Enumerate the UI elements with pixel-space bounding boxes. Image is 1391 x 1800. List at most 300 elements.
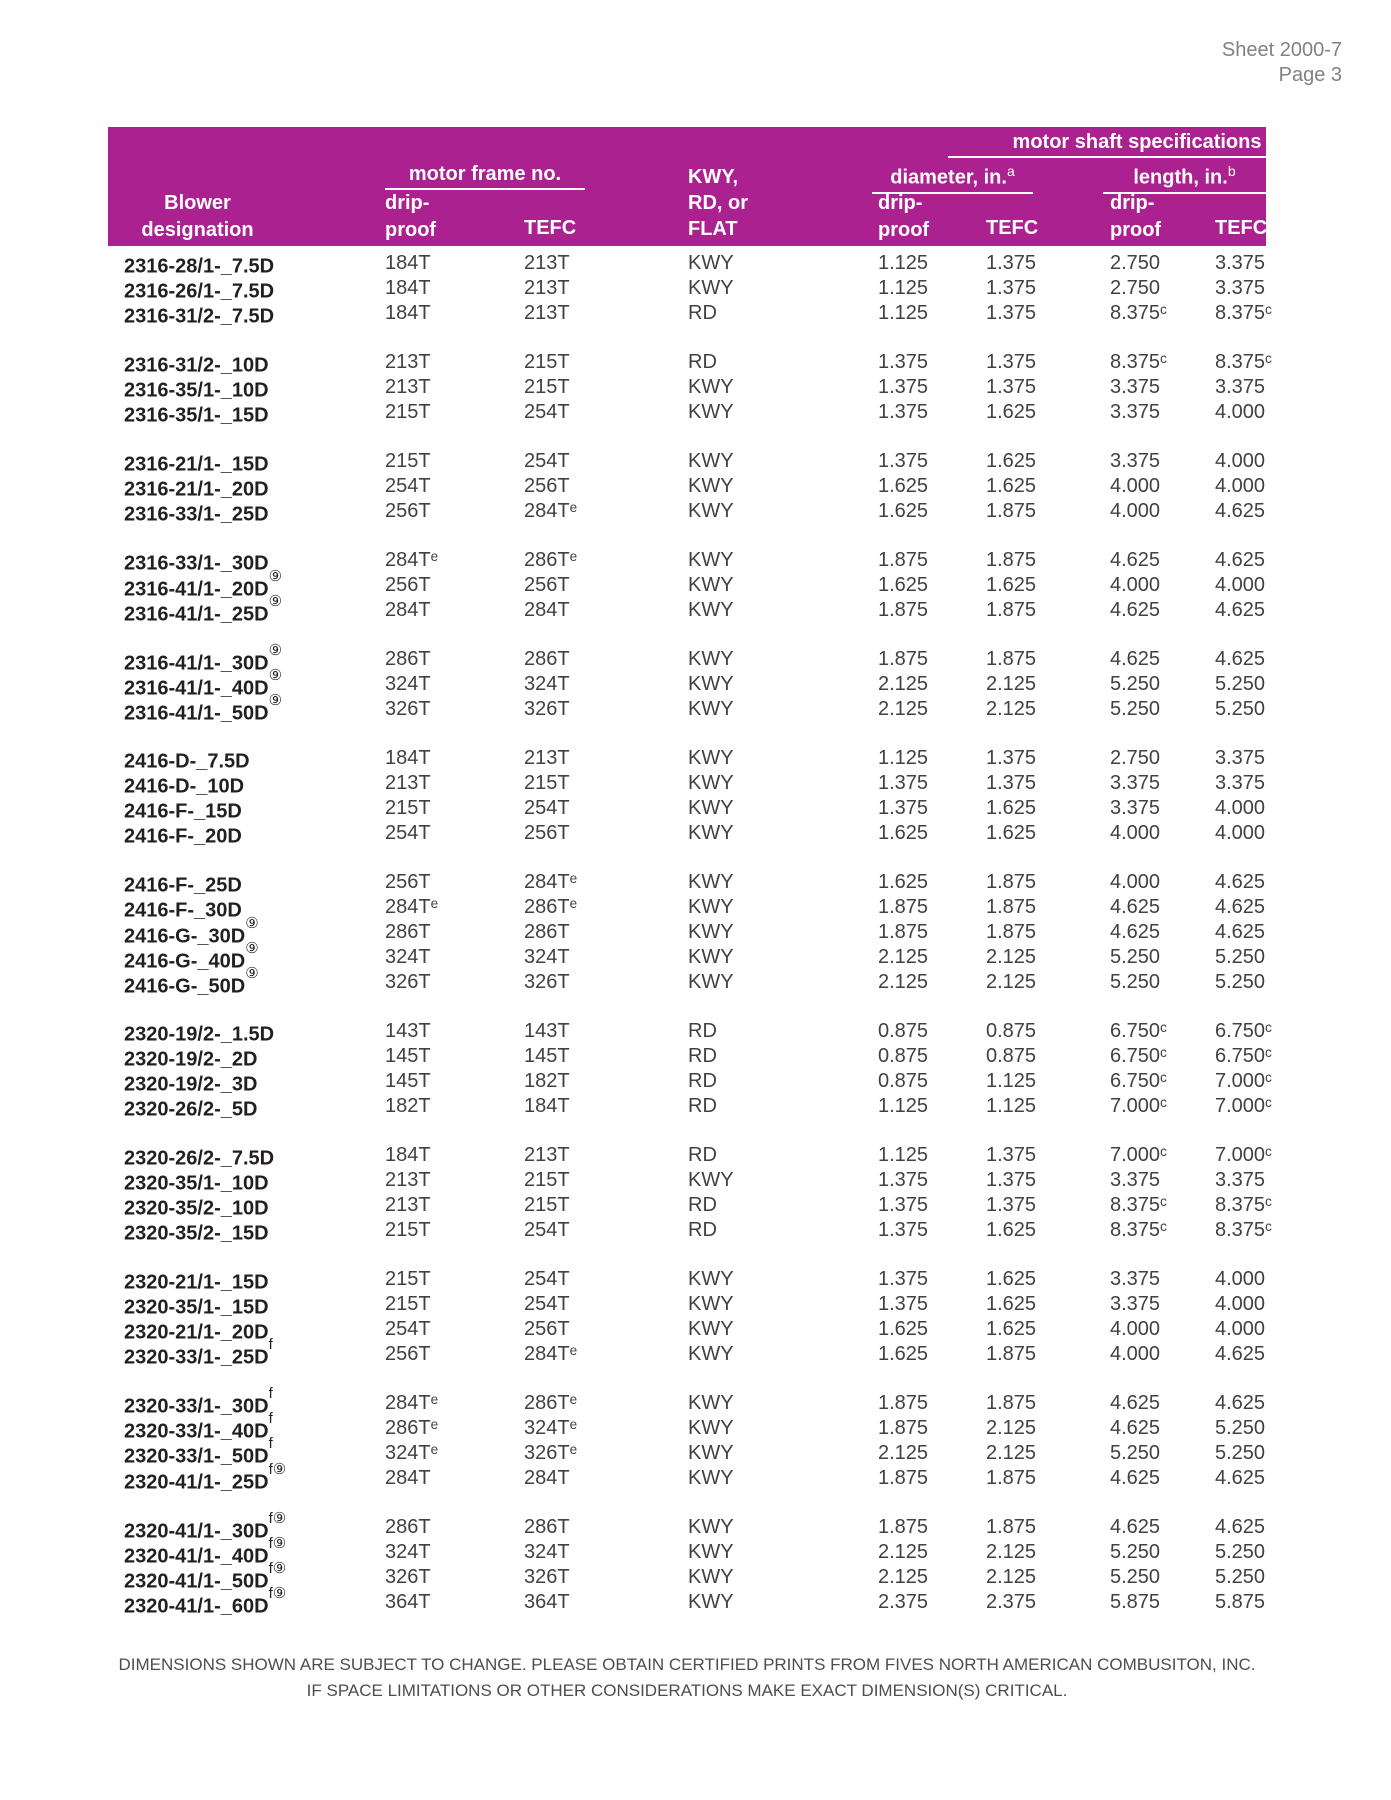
cell-frame-dripproof: 215T: [385, 1293, 431, 1315]
cell-diameter-dripproof: 1.375: [878, 401, 929, 423]
blower-designation: $2320-33/1-\_30D^f$: [124, 1385, 273, 1418]
table-row: [0, 593, 1391, 626]
table-row: [0, 1169, 1391, 1194]
cell-length-tefc: 4.000: [1215, 574, 1266, 596]
cell-key-type: RD: [688, 1045, 717, 1067]
row-group: [0, 642, 1391, 725]
cell-frame-dripproof: 326T: [385, 698, 431, 720]
cell-key-type: KWY: [688, 648, 734, 670]
cell-diameter-tefc: 1.875: [986, 1343, 1037, 1365]
cell-length-tefc: 3.375: [1215, 376, 1266, 398]
designation-footnote: ⑨: [245, 940, 259, 957]
cell-length-dripproof: 5.250: [1110, 971, 1161, 993]
table-row: [0, 667, 1391, 700]
cell-key-type: KWY: [688, 475, 734, 497]
cell-diameter-tefc: 1.375: [986, 252, 1037, 274]
blower-designation: 2416-F-_25D: [124, 874, 242, 897]
cell-length-dripproof: 4.625: [1110, 1417, 1161, 1439]
cell-frame-tefc: 256T: [524, 574, 570, 596]
cell-diameter-dripproof: 0.875: [878, 1070, 929, 1092]
header-kwy-line2: RD, or: [688, 192, 748, 214]
cell-frame-dripproof: 284Tᵉ: [385, 549, 439, 571]
cell-frame-dripproof: 213T: [385, 1194, 431, 1216]
cell-diameter-tefc: 1.625: [986, 822, 1037, 844]
table-row: [0, 568, 1391, 601]
cell-diameter-dripproof: 1.125: [878, 1144, 929, 1166]
cell-length-dripproof: 5.250: [1110, 1442, 1161, 1464]
cell-diameter-tefc: 1.375: [986, 277, 1037, 299]
table-row: [0, 1560, 1391, 1593]
cell-frame-tefc: 182T: [524, 1070, 570, 1092]
cell-frame-dripproof: 254T: [385, 1318, 431, 1340]
cell-diameter-dripproof: 1.875: [878, 599, 929, 621]
blower-designation: 2316-33/1-_30D: [124, 552, 269, 575]
cell-frame-dripproof: 284Tᵉ: [385, 896, 439, 918]
blower-designation: 2320-26/2-_5D: [124, 1098, 258, 1121]
cell-frame-dripproof: 215T: [385, 1268, 431, 1290]
designation-footnote: ⑨: [245, 965, 259, 982]
blower-designation: $2320-41/1-\_40D^{f⑨}$: [124, 1535, 287, 1568]
table-row: [0, 747, 1391, 772]
cell-diameter-tefc: 0.875: [986, 1020, 1037, 1042]
cell-diameter-tefc: 2.125: [986, 1541, 1037, 1563]
cell-length-tefc: 8.375ᶜ: [1215, 351, 1273, 373]
blower-designation: 2416-G-_30D⑨: [124, 915, 259, 948]
cell-diameter-tefc: 1.625: [986, 475, 1037, 497]
cell-frame-tefc: 284T: [524, 599, 570, 621]
blower-designation: $2320-33/1-\_50D^f$: [124, 1435, 273, 1468]
cell-diameter-tefc: 2.125: [986, 1417, 1037, 1439]
cell-frame-tefc: 324Tᵉ: [524, 1417, 578, 1439]
cell-diameter-tefc: 1.375: [986, 302, 1037, 324]
cell-length-dripproof: 4.625: [1110, 648, 1161, 670]
cell-frame-dripproof: 182T: [385, 1095, 431, 1117]
designation-footnote: f⑨: [268, 1535, 287, 1552]
row-group: [0, 1268, 1391, 1368]
cell-diameter-tefc: 2.125: [986, 971, 1037, 993]
cell-diameter-dripproof: 2.375: [878, 1591, 929, 1613]
cell-frame-dripproof: 215T: [385, 450, 431, 472]
cell-key-type: KWY: [688, 1591, 734, 1613]
header-blower-line2: designation: [141, 219, 254, 241]
cell-length-dripproof: 3.375: [1110, 450, 1161, 472]
cell-length-dripproof: 3.375: [1110, 1293, 1161, 1315]
cell-frame-dripproof: 324Tᵉ: [385, 1442, 439, 1464]
cell-length-dripproof: 5.250: [1110, 1541, 1161, 1563]
sheet-number: Sheet 2000-7: [1221, 39, 1342, 61]
cell-key-type: KWY: [688, 1467, 734, 1489]
cell-diameter-tefc: 1.875: [986, 549, 1037, 571]
row-group: [0, 450, 1391, 525]
designation-footnote: ⑨: [268, 593, 283, 610]
cell-diameter-tefc: 1.125: [986, 1070, 1037, 1092]
cell-length-tefc: 4.000: [1215, 822, 1266, 844]
cell-frame-dripproof: 184T: [385, 747, 431, 769]
cell-key-type: KWY: [688, 747, 734, 769]
table-row: [0, 822, 1391, 847]
designation-footnote: f: [268, 1336, 273, 1353]
cell-key-type: KWY: [688, 252, 734, 274]
row-group: [0, 1510, 1391, 1618]
cell-diameter-tefc: 2.125: [986, 1566, 1037, 1588]
table-row: [0, 940, 1391, 973]
cell-frame-tefc: 215T: [524, 351, 570, 373]
cell-frame-tefc: 324T: [524, 1541, 570, 1563]
header-frame-tefc: TEFC: [524, 217, 577, 239]
cell-frame-tefc: 324T: [524, 673, 570, 695]
blower-designation: 2416-F-_20D: [124, 825, 242, 848]
cell-frame-tefc: 256T: [524, 1318, 570, 1340]
cell-diameter-tefc: 0.875: [986, 1045, 1037, 1067]
cell-frame-tefc: 286T: [524, 648, 570, 670]
table-body: [0, 252, 1391, 1616]
cell-frame-dripproof: 215T: [385, 1219, 431, 1241]
cell-length-dripproof: 5.250: [1110, 673, 1161, 695]
blower-designation: 2316-41/1-_25D⑨: [124, 593, 283, 626]
cell-diameter-dripproof: 1.375: [878, 797, 929, 819]
cell-length-tefc: 4.000: [1215, 1293, 1266, 1315]
cell-frame-dripproof: 256T: [385, 500, 431, 522]
cell-length-tefc: 7.000ᶜ: [1215, 1070, 1273, 1092]
cell-frame-tefc: 326T: [524, 971, 570, 993]
table-row: [0, 1535, 1391, 1568]
designation-footnote: ⑨: [268, 667, 283, 684]
table-row: [0, 549, 1391, 574]
cell-diameter-dripproof: 2.125: [878, 1566, 929, 1588]
table-row: [0, 376, 1391, 401]
cell-frame-tefc: 286Tᵉ: [524, 896, 578, 918]
sheet-info: [1222, 38, 1342, 88]
designation-footnote: ⑨: [268, 568, 283, 585]
cell-frame-tefc: 286T: [524, 1516, 570, 1538]
cell-frame-dripproof: 326T: [385, 1566, 431, 1588]
header-length-label: length, in.: [1133, 166, 1228, 189]
table-row: [0, 1194, 1391, 1219]
cell-length-dripproof: 8.375ᶜ: [1110, 302, 1168, 324]
cell-key-type: KWY: [688, 1268, 734, 1290]
cell-diameter-dripproof: 1.875: [878, 896, 929, 918]
table-row: [0, 500, 1391, 525]
table-row: [0, 1318, 1391, 1343]
cell-key-type: RD: [688, 1144, 717, 1166]
cell-length-dripproof: 4.625: [1110, 1516, 1161, 1538]
cell-length-tefc: 5.250: [1215, 946, 1266, 968]
cell-diameter-dripproof: 2.125: [878, 946, 929, 968]
cell-diameter-dripproof: 1.375: [878, 1194, 929, 1216]
cell-frame-dripproof: 284T: [385, 1467, 431, 1489]
cell-key-type: KWY: [688, 772, 734, 794]
blower-designation: 2316-21/1-_20D: [124, 478, 269, 501]
cell-frame-tefc: 213T: [524, 277, 570, 299]
footer-note: [108, 1652, 1266, 1704]
designation-footnote: f⑨: [268, 1560, 287, 1577]
cell-key-type: KWY: [688, 574, 734, 596]
row-group: [0, 1144, 1391, 1244]
cell-length-dripproof: 5.250: [1110, 698, 1161, 720]
cell-frame-dripproof: 284Tᵉ: [385, 1392, 439, 1414]
table-row: [0, 1219, 1391, 1244]
blower-designation: 2320-21/1-_20D: [124, 1321, 269, 1344]
cell-length-tefc: 3.375: [1215, 747, 1266, 769]
cell-length-tefc: 6.750ᶜ: [1215, 1045, 1273, 1067]
cell-key-type: RD: [688, 1070, 717, 1092]
cell-diameter-dripproof: 1.625: [878, 475, 929, 497]
cell-frame-tefc: 254T: [524, 1219, 570, 1241]
cell-length-dripproof: 3.375: [1110, 772, 1161, 794]
header-length-dripproof: [1110, 190, 1161, 244]
cell-length-tefc: 5.250: [1215, 673, 1266, 695]
cell-length-tefc: 5.250: [1215, 971, 1266, 993]
cell-frame-tefc: 286Tᵉ: [524, 549, 578, 571]
cell-diameter-tefc: 1.875: [986, 500, 1037, 522]
blower-designation: 2320-19/2-_3D: [124, 1073, 258, 1096]
table-row: [0, 965, 1391, 998]
table-row: [0, 1293, 1391, 1318]
cell-key-type: KWY: [688, 1343, 734, 1365]
cell-length-dripproof: 4.000: [1110, 574, 1161, 596]
cell-key-type: KWY: [688, 599, 734, 621]
cell-length-dripproof: 6.750ᶜ: [1110, 1045, 1168, 1067]
blower-designation: 2416-D-_7.5D: [124, 750, 250, 773]
cell-length-dripproof: 4.000: [1110, 1318, 1161, 1340]
cell-diameter-dripproof: 2.125: [878, 971, 929, 993]
table-row: [0, 1095, 1391, 1120]
cell-diameter-dripproof: 1.875: [878, 1392, 929, 1414]
blower-designation: $2320-41/1-\_60D^{f⑨}$: [124, 1585, 287, 1618]
table-row: [0, 1435, 1391, 1468]
cell-diameter-tefc: 1.375: [986, 351, 1037, 373]
cell-length-dripproof: 3.375: [1110, 1169, 1161, 1191]
blower-designation: 2416-F-_15D: [124, 800, 242, 823]
cell-frame-tefc: 143T: [524, 1020, 570, 1042]
cell-diameter-dripproof: 1.375: [878, 1293, 929, 1315]
cell-length-tefc: 8.375ᶜ: [1215, 1219, 1273, 1241]
cell-length-tefc: 3.375: [1215, 1169, 1266, 1191]
cell-frame-tefc: 286T: [524, 921, 570, 943]
cell-frame-dripproof: 326T: [385, 971, 431, 993]
cell-frame-tefc: 256T: [524, 822, 570, 844]
blower-designation: 2316-33/1-_25D: [124, 503, 269, 526]
table-row: [0, 797, 1391, 822]
cell-length-dripproof: 5.250: [1110, 946, 1161, 968]
cell-key-type: KWY: [688, 871, 734, 893]
cell-diameter-dripproof: 1.625: [878, 500, 929, 522]
header-diameter-tefc: TEFC: [986, 217, 1039, 239]
blower-designation: 2316-31/2-_10D: [124, 354, 269, 377]
cell-frame-dripproof: 284T: [385, 599, 431, 621]
cell-length-dripproof: 3.375: [1110, 797, 1161, 819]
cell-frame-tefc: 324T: [524, 946, 570, 968]
blower-designation: 2316-41/1-_20D⑨: [124, 568, 283, 601]
table-row: [0, 302, 1391, 327]
cell-diameter-dripproof: 2.125: [878, 1442, 929, 1464]
blower-designation: 2320-35/1-_15D: [124, 1296, 269, 1319]
cell-diameter-tefc: 1.625: [986, 1219, 1037, 1241]
cell-diameter-tefc: 1.625: [986, 1318, 1037, 1340]
cell-diameter-tefc: 1.875: [986, 648, 1037, 670]
cell-diameter-tefc: 2.125: [986, 698, 1037, 720]
blower-designation: 2320-35/2-_10D: [124, 1197, 269, 1220]
cell-frame-dripproof: 254T: [385, 822, 431, 844]
cell-frame-tefc: 284T: [524, 1467, 570, 1489]
blower-designation: 2320-26/2-_7.5D: [124, 1147, 275, 1170]
cell-frame-dripproof: 286T: [385, 648, 431, 670]
cell-key-type: KWY: [688, 946, 734, 968]
cell-length-dripproof: 6.750ᶜ: [1110, 1020, 1168, 1042]
cell-diameter-tefc: 1.875: [986, 1467, 1037, 1489]
cell-length-tefc: 5.875: [1215, 1591, 1266, 1613]
cell-frame-dripproof: 286Tᵉ: [385, 1417, 439, 1439]
cell-frame-tefc: 254T: [524, 450, 570, 472]
cell-frame-tefc: 326T: [524, 698, 570, 720]
table-row: [0, 277, 1391, 302]
cell-diameter-dripproof: 1.125: [878, 302, 929, 324]
cell-length-dripproof: 4.625: [1110, 896, 1161, 918]
cell-length-tefc: 5.250: [1215, 1417, 1266, 1439]
cell-diameter-tefc: 1.875: [986, 1392, 1037, 1414]
cell-length-dripproof: 8.375ᶜ: [1110, 1194, 1168, 1216]
cell-length-dripproof: 4.625: [1110, 599, 1161, 621]
cell-frame-tefc: 326Tᵉ: [524, 1442, 578, 1464]
cell-length-tefc: 4.625: [1215, 871, 1266, 893]
cell-frame-tefc: 254T: [524, 1293, 570, 1315]
cell-diameter-tefc: 1.875: [986, 921, 1037, 943]
table-row: [0, 692, 1391, 725]
cell-key-type: KWY: [688, 797, 734, 819]
cell-diameter-dripproof: 2.125: [878, 698, 929, 720]
cell-key-type: KWY: [688, 1541, 734, 1563]
cell-length-tefc: 4.000: [1215, 1268, 1266, 1290]
cell-diameter-tefc: 1.625: [986, 401, 1037, 423]
cell-diameter-tefc: 1.875: [986, 1516, 1037, 1538]
header-blower-designation: [100, 190, 295, 244]
blower-designation: 2316-28/1-_7.5D: [124, 255, 275, 278]
cell-frame-tefc: 215T: [524, 772, 570, 794]
row-group: [0, 747, 1391, 847]
cell-length-dripproof: 2.750: [1110, 747, 1161, 769]
blower-designation: 2316-26/1-_7.5D: [124, 280, 275, 303]
cell-diameter-dripproof: 0.875: [878, 1045, 929, 1067]
drip-label: drip-: [385, 192, 430, 214]
designation-footnote: f⑨: [268, 1510, 287, 1527]
cell-key-type: RD: [688, 302, 717, 324]
cell-diameter-tefc: 2.125: [986, 946, 1037, 968]
cell-diameter-tefc: 1.875: [986, 896, 1037, 918]
blower-designation: 2316-35/1-_10D: [124, 379, 269, 402]
cell-frame-tefc: 184T: [524, 1095, 570, 1117]
cell-length-tefc: 6.750ᶜ: [1215, 1020, 1273, 1042]
table-row: [0, 1268, 1391, 1293]
cell-frame-dripproof: 286T: [385, 921, 431, 943]
footnote-a: a: [1006, 163, 1015, 179]
cell-key-type: KWY: [688, 971, 734, 993]
cell-length-dripproof: 4.000: [1110, 871, 1161, 893]
table-row: [0, 252, 1391, 277]
cell-key-type: KWY: [688, 896, 734, 918]
cell-diameter-tefc: 1.375: [986, 1144, 1037, 1166]
cell-length-dripproof: 8.375ᶜ: [1110, 1219, 1168, 1241]
cell-length-tefc: 4.000: [1215, 475, 1266, 497]
cell-diameter-tefc: 2.125: [986, 673, 1037, 695]
cell-frame-tefc: 256T: [524, 475, 570, 497]
cell-length-tefc: 8.375ᶜ: [1215, 302, 1273, 324]
cell-key-type: KWY: [688, 822, 734, 844]
cell-diameter-dripproof: 1.125: [878, 252, 929, 274]
cell-frame-dripproof: 256T: [385, 574, 431, 596]
cell-diameter-dripproof: 1.375: [878, 351, 929, 373]
designation-footnote: f: [268, 1435, 273, 1452]
cell-length-dripproof: 3.375: [1110, 401, 1161, 423]
table-row: [0, 1070, 1391, 1095]
cell-diameter-dripproof: 1.625: [878, 822, 929, 844]
cell-key-type: RD: [688, 1194, 717, 1216]
cell-diameter-dripproof: 1.375: [878, 1268, 929, 1290]
cell-frame-tefc: 213T: [524, 1144, 570, 1166]
row-group: [0, 871, 1391, 996]
cell-key-type: KWY: [688, 1318, 734, 1340]
cell-key-type: KWY: [688, 1516, 734, 1538]
cell-length-tefc: 7.000ᶜ: [1215, 1095, 1273, 1117]
cell-diameter-dripproof: 2.125: [878, 1541, 929, 1563]
cell-key-type: KWY: [688, 1566, 734, 1588]
cell-diameter-dripproof: 1.625: [878, 1318, 929, 1340]
header-motor-frame-no: motor frame no.: [385, 163, 585, 190]
cell-length-tefc: 4.625: [1215, 1516, 1266, 1538]
cell-length-tefc: 4.625: [1215, 1343, 1266, 1365]
cell-length-dripproof: 5.250: [1110, 1566, 1161, 1588]
table-row: [0, 1385, 1391, 1418]
cell-key-type: KWY: [688, 1293, 734, 1315]
cell-diameter-tefc: 1.625: [986, 1268, 1037, 1290]
cell-length-tefc: 5.250: [1215, 1566, 1266, 1588]
row-group: [0, 351, 1391, 426]
cell-frame-tefc: 254T: [524, 401, 570, 423]
cell-frame-dripproof: 254T: [385, 475, 431, 497]
cell-length-tefc: 4.000: [1215, 1318, 1266, 1340]
proof-label: proof: [385, 219, 437, 241]
cell-length-tefc: 4.000: [1215, 450, 1266, 472]
cell-diameter-dripproof: 1.125: [878, 747, 929, 769]
cell-length-tefc: 4.625: [1215, 921, 1266, 943]
cell-diameter-tefc: 1.125: [986, 1095, 1037, 1117]
cell-length-dripproof: 4.000: [1110, 475, 1161, 497]
blower-designation: 2416-G-_50D⑨: [124, 965, 259, 998]
cell-key-type: RD: [688, 1020, 717, 1042]
blower-designation: 2320-35/2-_15D: [124, 1222, 269, 1245]
row-group: [0, 1385, 1391, 1494]
blower-designation: 2320-35/1-_10D: [124, 1172, 269, 1195]
table-row: [0, 1144, 1391, 1169]
cell-frame-dripproof: 145T: [385, 1070, 431, 1092]
header-key-type: [688, 164, 748, 242]
cell-length-tefc: 7.000ᶜ: [1215, 1144, 1273, 1166]
cell-frame-dripproof: 145T: [385, 1045, 431, 1067]
cell-length-dripproof: 7.000ᶜ: [1110, 1095, 1168, 1117]
cell-frame-dripproof: 324T: [385, 673, 431, 695]
cell-diameter-tefc: 1.375: [986, 376, 1037, 398]
cell-key-type: KWY: [688, 500, 734, 522]
blower-designation: 2320-21/1-_15D: [124, 1271, 269, 1294]
cell-length-tefc: 3.375: [1215, 772, 1266, 794]
table-row: [0, 896, 1391, 921]
cell-diameter-tefc: 1.875: [986, 599, 1037, 621]
cell-length-dripproof: 4.000: [1110, 1343, 1161, 1365]
blower-designation: 2316-31/2-_7.5D: [124, 305, 275, 328]
cell-diameter-dripproof: 1.125: [878, 1095, 929, 1117]
blower-designation: 2316-41/1-_50D⑨: [124, 692, 283, 725]
cell-frame-dripproof: 184T: [385, 302, 431, 324]
table-row: [0, 1336, 1391, 1369]
